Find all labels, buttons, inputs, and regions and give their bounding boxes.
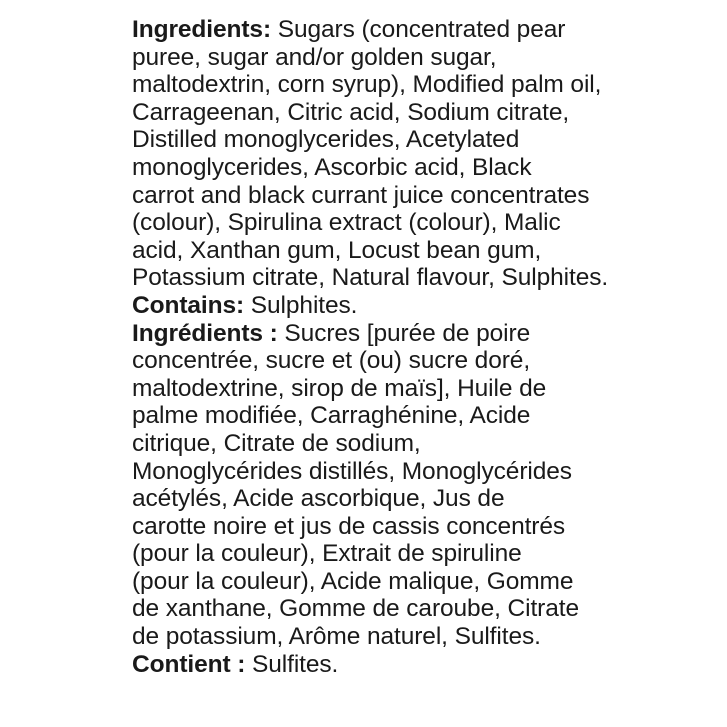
english-ingredients-line: (colour), Spirulina extract (colour), Malic [132,209,561,237]
english-ingredients [132,16,722,292]
french-ingredients-line-1 [132,320,722,348]
french-ingredients-line: de potassium, Arôme naturel, Sulfites. [132,623,541,651]
english-ingredients-line-1 [132,16,722,44]
french-ingredients-line: citrique, Citrate de sodium, [132,429,421,457]
french-ingredients-text: Sucres [purée de poire [277,319,531,347]
english-ingredients-line: maltodextrin, corn syrup), Modified palm oil, [132,71,602,99]
french-ingredients-line: (pour la couleur), Extrait de spiruline [132,540,522,568]
french-contains-text: Sulfites. [245,650,339,678]
french-ingredients-heading: Ingrédients : [132,319,278,347]
english-contains-heading: Contains: [132,291,245,319]
french-contains-heading: Contient : [132,650,246,678]
french-ingredients-line: Monoglycérides distillés, Monoglycérides [132,457,572,485]
english-ingredients-line: carrot and black currant juice concentrates [132,181,590,209]
english-contains [132,292,722,320]
english-ingredients-line: Distilled monoglycerides, Acetylated [132,126,520,154]
english-ingredients-line: puree, sugar and/or golden sugar, [132,43,497,71]
english-contains-text: Sulphites. [244,291,358,319]
french-ingredients-line: maltodextrine, sirop de maïs], Huile de [132,374,547,402]
english-ingredients-line: Potassium citrate, Natural flavour, Sulphites. [132,264,609,292]
english-contains-line [132,292,722,320]
english-ingredients-heading: Ingredients: [132,16,272,43]
english-ingredients-line: monoglycerides, Ascorbic acid, Black [132,153,532,181]
french-ingredients-line: carotte noire et jus de cassis concentrés [132,512,566,540]
french-contains-line [132,651,722,679]
french-contains [132,651,722,679]
english-ingredients-line: acid, Xanthan gum, Locust bean gum, [132,236,542,264]
english-ingredients-line: Carrageenan, Citric acid, Sodium citrate, [132,98,570,126]
french-ingredients-line: palme modifiée, Carraghénine, Acide [132,402,531,430]
french-ingredients [132,320,722,651]
french-ingredients-line: (pour la couleur), Acide malique, Gomme [132,567,574,595]
ingredient-label-panel [132,16,722,678]
english-ingredients-text: Sugars (concentrated pear [271,16,566,43]
french-ingredients-line: concentrée, sucre et (ou) sucre doré, [132,347,531,375]
french-ingredients-line: de xanthane, Gomme de caroube, Citrate [132,595,579,623]
french-ingredients-line: acétylés, Acide ascorbique, Jus de [132,485,505,513]
